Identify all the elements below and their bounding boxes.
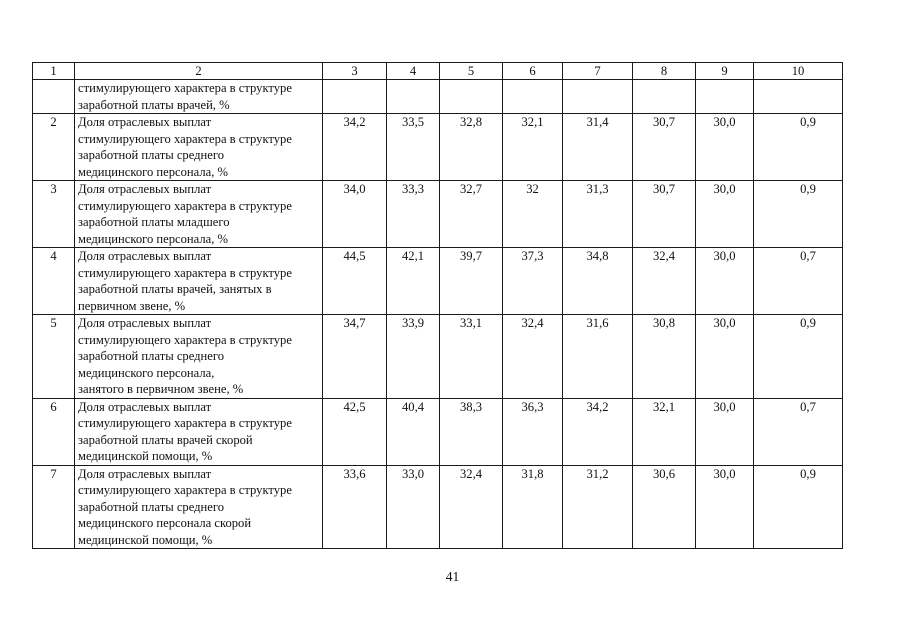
header-row [33,63,843,80]
value-cell: 30,6 [633,465,696,549]
value-cell: 31,6 [563,315,633,399]
value-cell: 32 [503,181,563,248]
indicator-description: Доля отраслевых выплат стимулирующего характера в структуре заработной платы врачей, занятых в первичном звене, % [75,248,323,315]
value-cell: 39,7 [440,248,503,315]
value-cell [563,80,633,114]
value-cell: 31,4 [563,114,633,181]
value-cell: 33,1 [440,315,503,399]
header-cell: 10 [754,63,843,80]
indicator-description: Доля отраслевых выплат стимулирующего характера в структуре заработной платы врачей скорой медицинской помощи, % [75,398,323,465]
value-cell: 0,9 [754,114,843,181]
value-cell [696,80,754,114]
value-cell: 32,8 [440,114,503,181]
page-number: 41 [445,569,460,584]
value-cell: 32,7 [440,181,503,248]
row-number-cell: 7 [33,465,75,549]
value-cell: 32,1 [633,398,696,465]
value-cell: 34,2 [323,114,387,181]
value-cell: 34,8 [563,248,633,315]
value-cell: 42,1 [387,248,440,315]
value-cell: 33,0 [387,465,440,549]
value-cell: 30,0 [696,465,754,549]
value-cell: 30,0 [696,248,754,315]
header-cell: 1 [33,63,75,80]
table-row [33,315,843,399]
row-number-cell [33,80,75,114]
value-cell: 0,7 [754,398,843,465]
row-number-cell: 5 [33,315,75,399]
value-cell: 34,2 [563,398,633,465]
header-cell: 9 [696,63,754,80]
value-cell [754,80,843,114]
value-cell: 42,5 [323,398,387,465]
value-cell: 30,7 [633,114,696,181]
header-cell: 5 [440,63,503,80]
value-cell: 0,9 [754,465,843,549]
value-cell: 30,0 [696,398,754,465]
row-number-cell: 2 [33,114,75,181]
table-row [33,181,843,248]
row-number-cell: 6 [33,398,75,465]
value-cell: 36,3 [503,398,563,465]
value-cell: 31,2 [563,465,633,549]
header-cell: 6 [503,63,563,80]
value-cell [503,80,563,114]
value-cell: 30,7 [633,181,696,248]
value-cell [633,80,696,114]
value-cell: 33,5 [387,114,440,181]
value-cell [323,80,387,114]
row-number-cell: 3 [33,181,75,248]
value-cell: 31,8 [503,465,563,549]
value-cell: 30,0 [696,181,754,248]
value-cell: 0,9 [754,181,843,248]
value-cell: 30,0 [696,114,754,181]
header-cell: 4 [387,63,440,80]
value-cell: 34,7 [323,315,387,399]
value-cell [440,80,503,114]
value-cell: 32,4 [440,465,503,549]
indicator-table [32,62,843,549]
continuation-description: стимулирующего характера в структуре заработной платы врачей, % [75,80,323,114]
value-cell: 38,3 [440,398,503,465]
value-cell: 32,1 [503,114,563,181]
table-row [33,465,843,549]
indicator-description: Доля отраслевых выплат стимулирующего характера в структуре заработной платы среднего медицинского персонала, занятого в первичном звене, % [75,315,323,399]
value-cell: 32,4 [633,248,696,315]
value-cell: 40,4 [387,398,440,465]
value-cell [387,80,440,114]
value-cell: 44,5 [323,248,387,315]
table-row [33,398,843,465]
table-row [33,248,843,315]
indicator-description: Доля отраслевых выплат стимулирующего характера в структуре заработной платы среднего медицинского персонала, % [75,114,323,181]
value-cell: 33,6 [323,465,387,549]
value-cell: 34,0 [323,181,387,248]
value-cell: 32,4 [503,315,563,399]
header-cell: 3 [323,63,387,80]
continuation-row [33,80,843,114]
value-cell: 31,3 [563,181,633,248]
row-number-cell: 4 [33,248,75,315]
indicator-description: Доля отраслевых выплат стимулирующего характера в структуре заработной платы среднего медицинского персонала скорой медицинской помощи, % [75,465,323,549]
table-row [33,114,843,181]
indicator-description: Доля отраслевых выплат стимулирующего характера в структуре заработной платы младшего медицинского персонала, % [75,181,323,248]
header-cell: 8 [633,63,696,80]
value-cell: 0,9 [754,315,843,399]
value-cell: 0,7 [754,248,843,315]
header-cell: 2 [75,63,323,80]
value-cell: 33,3 [387,181,440,248]
value-cell: 33,9 [387,315,440,399]
value-cell: 30,0 [696,315,754,399]
value-cell: 30,8 [633,315,696,399]
value-cell: 37,3 [503,248,563,315]
header-cell: 7 [563,63,633,80]
